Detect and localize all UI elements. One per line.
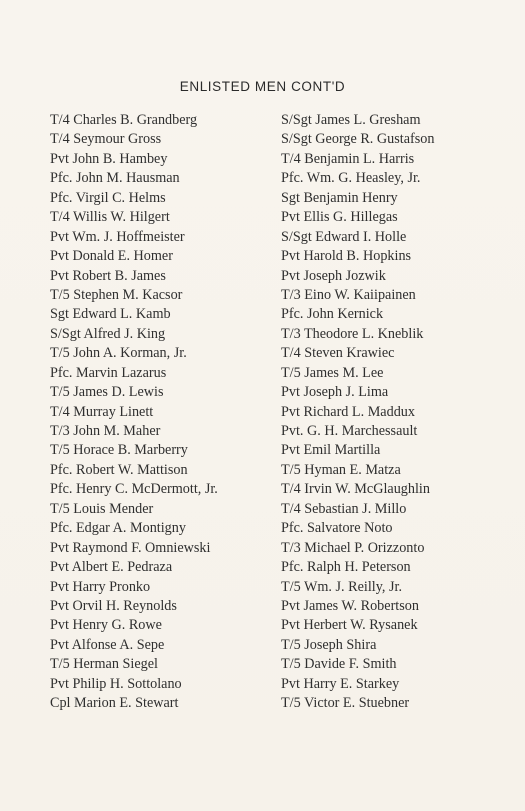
name-entry: T/5 James D. Lewis [50,384,164,401]
name-entry: Sgt Edward L. Kamb [50,306,171,323]
name-entry: Pfc. Wm. G. Heasley, Jr. [281,170,421,187]
name-entry: S/Sgt James L. Gresham [281,112,421,128]
name-entry: Pfc. Edgar A. Montigny [50,520,186,537]
name-entry: Cpl Marion E. Stewart [50,695,179,712]
name-entry: T/4 Sebastian J. Millo [281,500,407,517]
name-entry: T/3 John M. Maher [50,423,161,439]
name-entry: Pvt Raymond F. Omniewski [50,539,211,556]
name-entry: T/4 Irvin W. McGlaughlin [281,481,430,498]
name-entry: Pvt James W. Robertson [281,597,419,614]
name-entry: Sgt Benjamin Henry [281,189,398,206]
name-entry: Pvt Richard L. Maddux [281,403,415,420]
name-entry: Pvt Joseph Jozwik [281,267,386,284]
name-entry: Pfc. Salvatore Noto [281,520,393,537]
name-entry: Pfc. John Kernick [281,306,384,323]
name-entry: T/4 Steven Krawiec [281,345,395,362]
name-entry: Pvt Emil Martilla [281,442,381,459]
name-entry: Pvt Harold B. Hopkins [281,248,412,265]
name-entry: Pvt Herbert W. Rysanek [281,617,418,634]
name-entry: Pvt Philip H. Sottolano [50,675,182,692]
name-entry: Pfc. John M. Hausman [50,170,180,187]
name-entry: S/Sgt Alfred J. King [50,325,166,342]
name-entry: S/Sgt Edward I. Holle [281,228,407,245]
name-entry: Pvt Harry Pronko [50,578,151,595]
name-entry: Pfc. Henry C. McDermott, Jr. [50,481,218,498]
name-entry: T/5 Louis Mender [50,500,154,517]
name-entry: T/5 Herman Siegel [50,656,158,673]
name-entry: T/4 Seymour Gross [50,131,162,148]
name-entry: T/5 John A. Korman, Jr. [50,345,187,362]
name-entry: T/4 Willis W. Hilgert [50,209,170,226]
name-entry: Pvt Alfonse A. Sepe [50,636,165,653]
name-entry: T/4 Murray Linett [50,403,154,420]
left-name-column [50,111,218,714]
name-entry: Pfc. Virgil C. Helms [50,189,166,206]
name-entry: S/Sgt George R. Gustafson [281,131,435,148]
name-entry: Pvt Joseph J. Lima [281,384,389,401]
name-entry: T/4 Charles B. Grandberg [50,112,198,128]
name-entry: Pvt Albert E. Pedraza [50,559,173,576]
name-entry: Pfc. Robert W. Mattison [50,461,188,478]
name-entry: Pvt John B. Hambey [50,150,168,167]
name-entry: T/3 Theodore L. Kneblik [281,325,424,342]
name-entry: Pvt Orvil H. Reynolds [50,597,177,614]
name-entry: Pvt Wm. J. Hoffmeister [50,228,185,245]
name-entry: T/3 Michael P. Orizzonto [281,539,425,556]
name-entry: T/5 Davide F. Smith [281,656,397,673]
name-entry: T/5 James M. Lee [281,364,384,381]
name-entry: T/5 Stephen M. Kacsor [50,286,183,303]
name-entry: T/3 Eino W. Kaiipainen [281,286,416,303]
right-name-column [281,111,434,714]
name-entry: Pfc. Ralph H. Peterson [281,559,411,576]
name-entry: T/5 Victor E. Stuebner [281,695,410,712]
name-entry: Pvt Ellis G. Hillegas [281,209,398,226]
name-entry: T/5 Horace B. Marberry [50,442,188,459]
name-entry: Pfc. Marvin Lazarus [50,364,167,381]
name-entry: Pvt Harry E. Starkey [281,675,400,692]
name-entry: Pvt Donald E. Homer [50,248,173,265]
name-entry: T/5 Joseph Shira [281,636,377,653]
name-entry: Pvt Henry G. Rowe [50,617,162,634]
name-entry: Pvt Robert B. James [50,267,166,284]
name-entry: T/4 Benjamin L. Harris [281,150,415,167]
name-entry: T/5 Wm. J. Reilly, Jr. [281,578,402,595]
name-entry: T/5 Hyman E. Matza [281,461,401,478]
name-entry: Pvt. G. H. Marchessault [281,423,418,439]
page-heading: ENLISTED MEN CONT'D [179,79,346,94]
